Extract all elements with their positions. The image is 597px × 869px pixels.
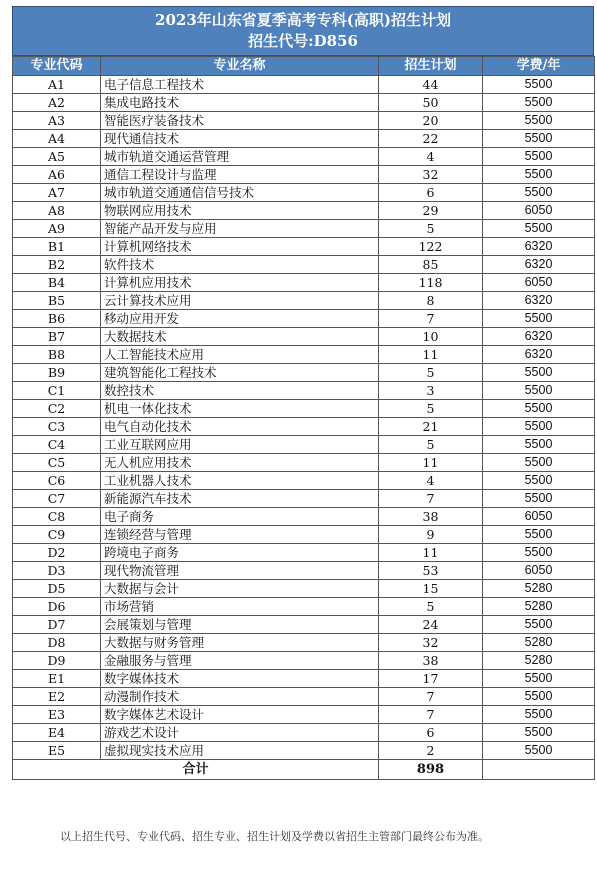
column-header-plan: 招生计划 <box>379 57 483 76</box>
cell-fee: 5500 <box>483 436 595 454</box>
cell-name: 大数据技术 <box>101 328 379 346</box>
cell-code: D9 <box>13 652 101 670</box>
cell-plan: 32 <box>379 166 483 184</box>
cell-fee: 6320 <box>483 346 595 364</box>
cell-plan: 7 <box>379 706 483 724</box>
cell-plan: 50 <box>379 94 483 112</box>
cell-fee: 5500 <box>483 400 595 418</box>
plan-table <box>12 56 595 780</box>
cell-name: 物联网应用技术 <box>101 202 379 220</box>
cell-name: 会展策划与管理 <box>101 616 379 634</box>
cell-code: D2 <box>13 544 101 562</box>
cell-plan: 5 <box>379 436 483 454</box>
column-header-name: 专业名称 <box>101 57 379 76</box>
cell-code: D8 <box>13 634 101 652</box>
cell-plan: 122 <box>379 238 483 256</box>
cell-code: C9 <box>13 526 101 544</box>
cell-code: B1 <box>13 238 101 256</box>
table-row <box>13 742 595 760</box>
cell-name: 游戏艺术设计 <box>101 724 379 742</box>
cell-name: 电子信息工程技术 <box>101 76 379 94</box>
table-row <box>13 382 595 400</box>
cell-name: 通信工程设计与监理 <box>101 166 379 184</box>
cell-name: 电气自动化技术 <box>101 418 379 436</box>
cell-fee: 5500 <box>483 454 595 472</box>
table-row <box>13 688 595 706</box>
cell-fee: 5500 <box>483 706 595 724</box>
cell-plan: 22 <box>379 130 483 148</box>
table-row <box>13 724 595 742</box>
cell-fee: 5500 <box>483 76 595 94</box>
cell-name: 数字媒体艺术设计 <box>101 706 379 724</box>
cell-code: B6 <box>13 310 101 328</box>
cell-plan: 5 <box>379 220 483 238</box>
table-row <box>13 670 595 688</box>
table-row <box>13 94 595 112</box>
cell-name: 智能医疗装备技术 <box>101 112 379 130</box>
cell-fee: 5500 <box>483 310 595 328</box>
cell-fee: 5500 <box>483 184 595 202</box>
cell-plan: 21 <box>379 418 483 436</box>
cell-code: A3 <box>13 112 101 130</box>
cell-fee: 5500 <box>483 616 595 634</box>
cell-fee: 5500 <box>483 742 595 760</box>
cell-fee: 5500 <box>483 148 595 166</box>
cell-name: 动漫制作技术 <box>101 688 379 706</box>
title-block <box>12 6 594 56</box>
cell-code: C2 <box>13 400 101 418</box>
cell-fee: 5500 <box>483 418 595 436</box>
table-row <box>13 328 595 346</box>
cell-code: E1 <box>13 670 101 688</box>
table-row <box>13 562 595 580</box>
cell-code: B5 <box>13 292 101 310</box>
cell-plan: 11 <box>379 544 483 562</box>
cell-name: 集成电路技术 <box>101 94 379 112</box>
cell-code: A8 <box>13 202 101 220</box>
cell-fee: 6320 <box>483 238 595 256</box>
table-row <box>13 292 595 310</box>
total-value: 898 <box>379 760 483 780</box>
table-row <box>13 580 595 598</box>
cell-code: B8 <box>13 346 101 364</box>
cell-code: E2 <box>13 688 101 706</box>
table-row <box>13 418 595 436</box>
cell-plan: 7 <box>379 490 483 508</box>
cell-fee: 6050 <box>483 562 595 580</box>
cell-name: 现代通信技术 <box>101 130 379 148</box>
cell-code: B7 <box>13 328 101 346</box>
cell-fee: 5500 <box>483 490 595 508</box>
cell-plan: 4 <box>379 148 483 166</box>
cell-name: 新能源汽车技术 <box>101 490 379 508</box>
cell-plan: 4 <box>379 472 483 490</box>
cell-plan: 15 <box>379 580 483 598</box>
cell-code: C6 <box>13 472 101 490</box>
cell-fee: 5500 <box>483 112 595 130</box>
table-row <box>13 526 595 544</box>
table-body <box>13 76 595 760</box>
cell-fee: 5500 <box>483 220 595 238</box>
footnote: 以上招生代号、专业代码、招生专业、招生计划及学费以省招生主管部门最终公布为准。 <box>60 830 489 843</box>
cell-plan: 5 <box>379 364 483 382</box>
cell-name: 市场营销 <box>101 598 379 616</box>
cell-code: B9 <box>13 364 101 382</box>
table-row <box>13 256 595 274</box>
cell-fee: 5500 <box>483 382 595 400</box>
cell-code: A5 <box>13 148 101 166</box>
table-row <box>13 130 595 148</box>
cell-code: C1 <box>13 382 101 400</box>
cell-fee: 6320 <box>483 328 595 346</box>
cell-fee: 5500 <box>483 670 595 688</box>
table-row <box>13 220 595 238</box>
cell-name: 无人机应用技术 <box>101 454 379 472</box>
admission-plan-sheet <box>12 6 594 780</box>
cell-name: 连锁经营与管理 <box>101 526 379 544</box>
total-label: 合计 <box>13 760 379 780</box>
table-row <box>13 76 595 94</box>
cell-plan: 5 <box>379 598 483 616</box>
cell-code: D5 <box>13 580 101 598</box>
table-row <box>13 184 595 202</box>
cell-fee: 6050 <box>483 508 595 526</box>
table-row <box>13 346 595 364</box>
cell-fee: 6320 <box>483 256 595 274</box>
cell-name: 数控技术 <box>101 382 379 400</box>
cell-code: A9 <box>13 220 101 238</box>
cell-code: E4 <box>13 724 101 742</box>
cell-name: 机电一体化技术 <box>101 400 379 418</box>
total-row <box>13 760 595 780</box>
table-row <box>13 616 595 634</box>
cell-name: 金融服务与管理 <box>101 652 379 670</box>
cell-fee: 5280 <box>483 634 595 652</box>
cell-plan: 6 <box>379 724 483 742</box>
cell-fee: 6050 <box>483 274 595 292</box>
cell-plan: 2 <box>379 742 483 760</box>
cell-plan: 29 <box>379 202 483 220</box>
table-row <box>13 436 595 454</box>
cell-code: A2 <box>13 94 101 112</box>
cell-plan: 7 <box>379 310 483 328</box>
table-row <box>13 490 595 508</box>
table-row <box>13 364 595 382</box>
cell-name: 城市轨道交通运营管理 <box>101 148 379 166</box>
total-empty-cell <box>483 760 595 780</box>
cell-code: A4 <box>13 130 101 148</box>
cell-plan: 11 <box>379 454 483 472</box>
table-row <box>13 508 595 526</box>
cell-name: 计算机应用技术 <box>101 274 379 292</box>
cell-code: D7 <box>13 616 101 634</box>
table-row <box>13 310 595 328</box>
cell-plan: 38 <box>379 652 483 670</box>
column-header-code: 专业代码 <box>13 57 101 76</box>
cell-name: 云计算技术应用 <box>101 292 379 310</box>
cell-code: C4 <box>13 436 101 454</box>
cell-plan: 32 <box>379 634 483 652</box>
cell-plan: 7 <box>379 688 483 706</box>
cell-name: 软件技术 <box>101 256 379 274</box>
cell-fee: 5500 <box>483 472 595 490</box>
table-row <box>13 634 595 652</box>
cell-plan: 5 <box>379 400 483 418</box>
cell-name: 移动应用开发 <box>101 310 379 328</box>
table-row <box>13 274 595 292</box>
cell-fee: 5280 <box>483 598 595 616</box>
cell-fee: 5500 <box>483 724 595 742</box>
cell-plan: 6 <box>379 184 483 202</box>
cell-fee: 5500 <box>483 94 595 112</box>
table-row <box>13 112 595 130</box>
cell-code: C7 <box>13 490 101 508</box>
table-row <box>13 400 595 418</box>
cell-plan: 17 <box>379 670 483 688</box>
cell-name: 数字媒体技术 <box>101 670 379 688</box>
cell-plan: 3 <box>379 382 483 400</box>
cell-name: 跨境电子商务 <box>101 544 379 562</box>
cell-code: A1 <box>13 76 101 94</box>
cell-plan: 9 <box>379 526 483 544</box>
table-row <box>13 706 595 724</box>
cell-plan: 44 <box>379 76 483 94</box>
table-header-row <box>13 57 595 76</box>
cell-name: 电子商务 <box>101 508 379 526</box>
cell-name: 工业机器人技术 <box>101 472 379 490</box>
cell-fee: 5500 <box>483 526 595 544</box>
cell-name: 计算机网络技术 <box>101 238 379 256</box>
cell-name: 大数据与会计 <box>101 580 379 598</box>
cell-name: 人工智能技术应用 <box>101 346 379 364</box>
cell-plan: 20 <box>379 112 483 130</box>
cell-code: A7 <box>13 184 101 202</box>
cell-plan: 8 <box>379 292 483 310</box>
page-title: 2023年山东省夏季高考专科(高职)招生计划 <box>155 11 451 29</box>
cell-name: 虚拟现实技术应用 <box>101 742 379 760</box>
cell-code: B4 <box>13 274 101 292</box>
table-row <box>13 238 595 256</box>
cell-fee: 6320 <box>483 292 595 310</box>
cell-fee: 5500 <box>483 688 595 706</box>
cell-name: 工业互联网应用 <box>101 436 379 454</box>
cell-fee: 5500 <box>483 364 595 382</box>
table-row <box>13 598 595 616</box>
table-row <box>13 148 595 166</box>
cell-name: 现代物流管理 <box>101 562 379 580</box>
cell-fee: 5280 <box>483 652 595 670</box>
table-row <box>13 652 595 670</box>
cell-fee: 5500 <box>483 166 595 184</box>
cell-name: 智能产品开发与应用 <box>101 220 379 238</box>
table-row <box>13 454 595 472</box>
cell-name: 建筑智能化工程技术 <box>101 364 379 382</box>
cell-code: C3 <box>13 418 101 436</box>
table-row <box>13 166 595 184</box>
cell-plan: 24 <box>379 616 483 634</box>
cell-name: 大数据与财务管理 <box>101 634 379 652</box>
cell-code: C8 <box>13 508 101 526</box>
table-row <box>13 472 595 490</box>
cell-plan: 11 <box>379 346 483 364</box>
cell-code: C5 <box>13 454 101 472</box>
cell-code: E3 <box>13 706 101 724</box>
cell-plan: 10 <box>379 328 483 346</box>
table-row <box>13 544 595 562</box>
cell-fee: 5500 <box>483 130 595 148</box>
cell-code: D3 <box>13 562 101 580</box>
column-header-fee: 学费/年 <box>483 57 595 76</box>
cell-name: 城市轨道交通通信信号技术 <box>101 184 379 202</box>
cell-plan: 118 <box>379 274 483 292</box>
cell-code: D6 <box>13 598 101 616</box>
cell-plan: 53 <box>379 562 483 580</box>
cell-fee: 5280 <box>483 580 595 598</box>
cell-code: A6 <box>13 166 101 184</box>
table-row <box>13 202 595 220</box>
cell-plan: 85 <box>379 256 483 274</box>
cell-code: E5 <box>13 742 101 760</box>
enrollment-code: 招生代号:D856 <box>248 32 358 50</box>
cell-fee: 5500 <box>483 544 595 562</box>
cell-code: B2 <box>13 256 101 274</box>
cell-plan: 38 <box>379 508 483 526</box>
cell-fee: 6050 <box>483 202 595 220</box>
